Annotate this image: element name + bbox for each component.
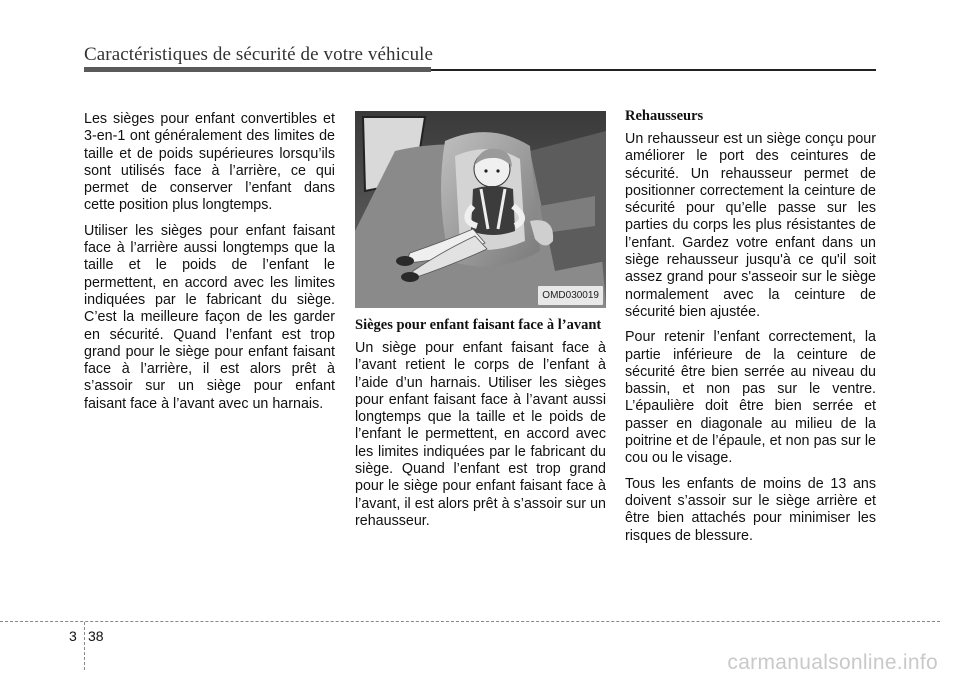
figure-code-label: OMD030019 xyxy=(538,286,603,305)
paragraph: Pour retenir l’enfant correctement, la partie inférieure de la ceinture de sécurité être bien serrée au niveau du bassin, et non pas sur le ventre. L’épaulière doit être bien serrée et passer en diagonale au milieu de la poitrine et de l’épaule, et non pas sur le cou ou le visage. xyxy=(625,329,876,467)
footer-divider xyxy=(0,621,940,622)
page-number: 38 xyxy=(88,628,104,644)
paragraph: Un rehausseur est un siège conçu pour améliorer le port des ceintures de sécurité. Un rehausseur permet de positionner correctement la ceinture de sécurité pour qu’elle passe sur les parties du corps les plus résistantes de l’enfant. Gardez votre enfant dans un siège rehausseur jusqu'à ce qu'il soit assez grand pour s'asseoir sur le siège normalement avec la ceinture de sécurité bien ajustée. xyxy=(625,131,876,320)
section-heading: Sièges pour enfant faisant face à l’avant xyxy=(355,317,602,333)
forward-facing-child-seat-image xyxy=(355,111,606,308)
text-column-3 xyxy=(625,108,876,553)
text-column-1 xyxy=(84,111,335,421)
header-rule-thick xyxy=(84,67,431,72)
page-header-title: Caractéristiques de sécurité de votre véhicule xyxy=(84,44,434,65)
text-column-2 xyxy=(355,111,606,538)
header-rule-thin xyxy=(431,69,876,71)
paragraph: Les sièges pour enfant convertibles et 3-en-1 ont généralement des limites de taille et de poids supérieures lorsqu’ils sont utilisés face à l’arrière, ce qui permet de conserver l’enfant dans cette position plus longtemps. xyxy=(84,111,335,214)
section-heading: Rehausseurs xyxy=(625,108,704,124)
paragraph: Un siège pour enfant faisant face à l’avant retient le corps de l’enfant à l’aide d’un harnais. Utiliser les sièges pour enfant faisant face à l’avant aussi longtemps que la taille et le poids de l’enfant le permettent, en accord avec les limites indiquées par le fabricant du siège. Quand l’enfant est trop grand pour le siège pour enfant faisant face à l’avant, il est alors prêt à s’assoir sur un rehausseur. xyxy=(355,340,606,529)
paragraph: Tous les enfants de moins de 13 ans doivent s’assoir sur le siège arrière et être bien attachés pour minimiser les risques de blessure. xyxy=(625,475,876,544)
paragraph: Utiliser les sièges pour enfant faisant face à l’arrière aussi longtemps que la taille et le poids de l’enfant le permettent, en accord avec les limites indiquées par le fabricant du siège. C’est la meilleure façon de les garder en sécurité. Quand l’enfant est trop grand pour le siège pour enfant faisant face à l’arrière, il est alors prêt à s’assoir sur un siège pour enfant faisant face à l’avant avec un harnais. xyxy=(84,222,335,412)
watermark-text: carmanualsonline.info xyxy=(727,651,938,674)
footer-page-divider xyxy=(84,622,85,670)
car-seat-illustration xyxy=(355,111,606,308)
chapter-number: 3 xyxy=(69,628,77,644)
